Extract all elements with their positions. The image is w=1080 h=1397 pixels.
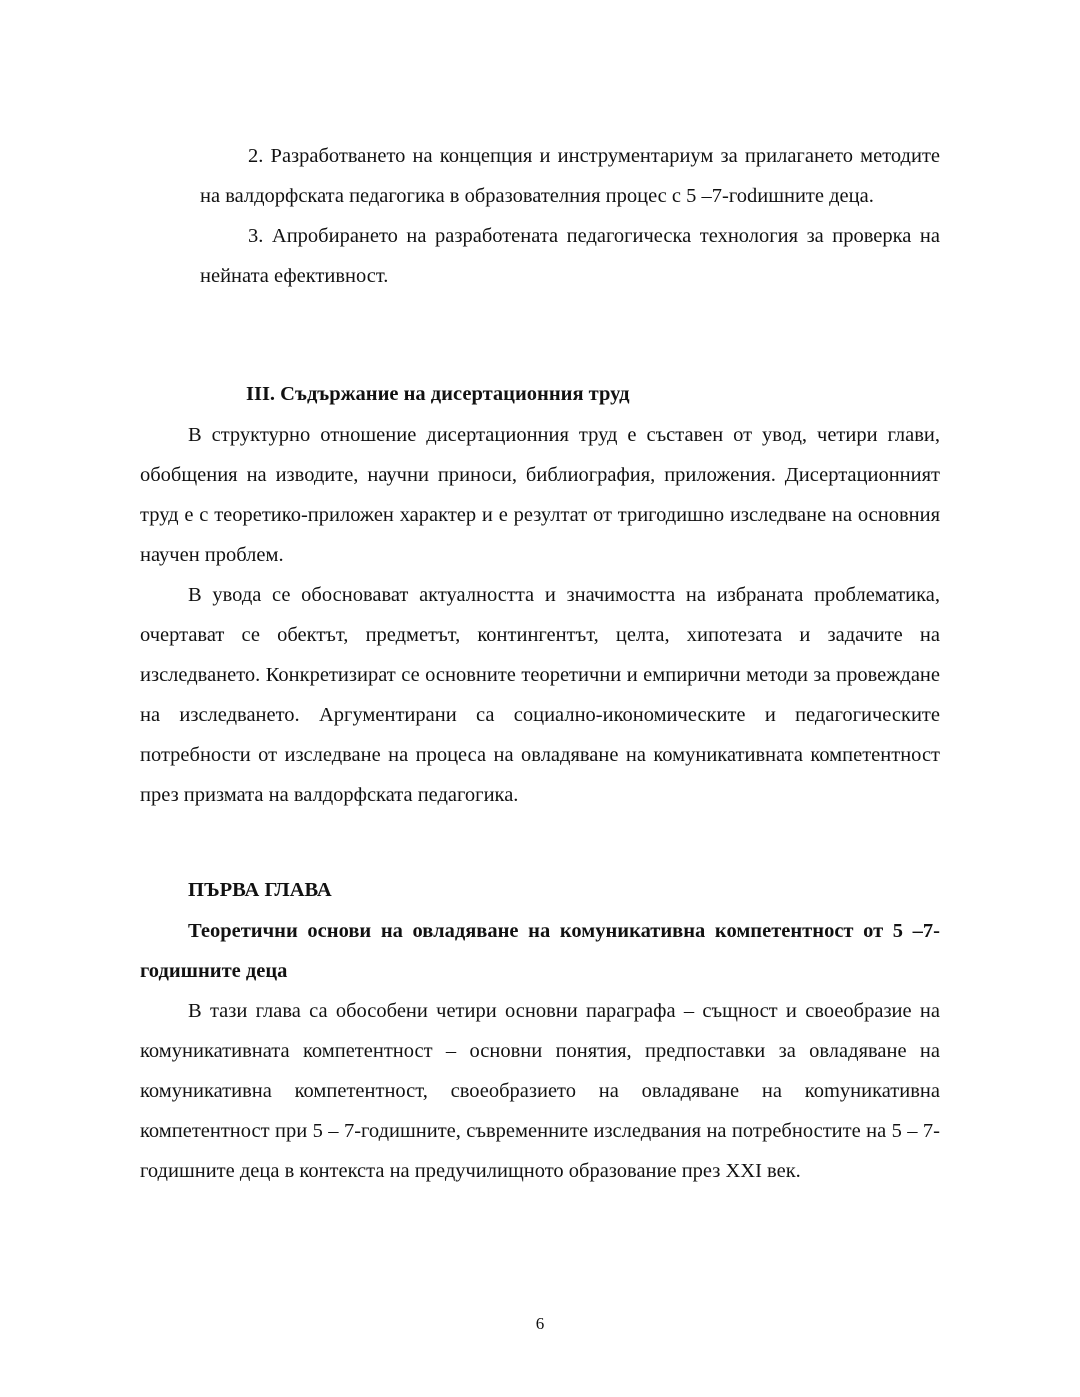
page-number: 6 — [535, 1314, 545, 1333]
chapter-body — [140, 911, 940, 1191]
task-item-2: 2. Разработването на концепция и инструментариум за прилагането методите на валдорфската педагогика в образователния процес с 5 –7-гоdишните деца. — [200, 145, 940, 207]
task-item-3: 3. Апробирането на разработената педагогическа технология за проверка на нейната ефективност. — [200, 225, 940, 287]
paragraph-structure: В структурно отношение дисертационния труд е съставен от увод, четири глави, обобщения на изводите, научни приноси, библиография, приложения. Дисертационният труд е с теоретико-приложен характер и е резултат от тригодишно изследване на основния научен проблем. — [140, 424, 940, 566]
section-heading-contents: III. Съдържание на дисертационния труд — [246, 383, 630, 405]
section-contents-body — [140, 415, 940, 815]
paragraph-chapter-summary: В тази глава са обособени четири основни параграфа – същност и своеобразие на комуникативната компетентност – основни понятия, предпоставки за овладяване на комуникативна компетентност, своеобразието на овладяване на коmуникативна компетентност при 5 – 7-годишните, съвременните изследвания на потребностите на 5 – 7-годишните деца в контекста на предучилищното образование през XXI век. — [140, 1000, 940, 1182]
paragraph-introduction: В увода се обосновават актуалността и значимостта на избраната проблематика, очертават се обектът, предметът, контингентът, целта, хипотезата и задачите на изследването. Конкретизират се основните теоретични и емпирични методи за провеждане на изследването. Аргументирани са социално-икономическите и педагогическите потребности от изследване на процеса на овладяване на комуникативната компетентност през призмата на валдорфската педагогика. — [140, 584, 940, 806]
chapter-heading: ПЪРВА ГЛАВА — [188, 879, 332, 901]
chapter-subtitle: Теоретични основи на овладяване на комуникативна компетентност от 5 –7-годишните деца — [140, 920, 940, 982]
task-list — [200, 136, 940, 296]
